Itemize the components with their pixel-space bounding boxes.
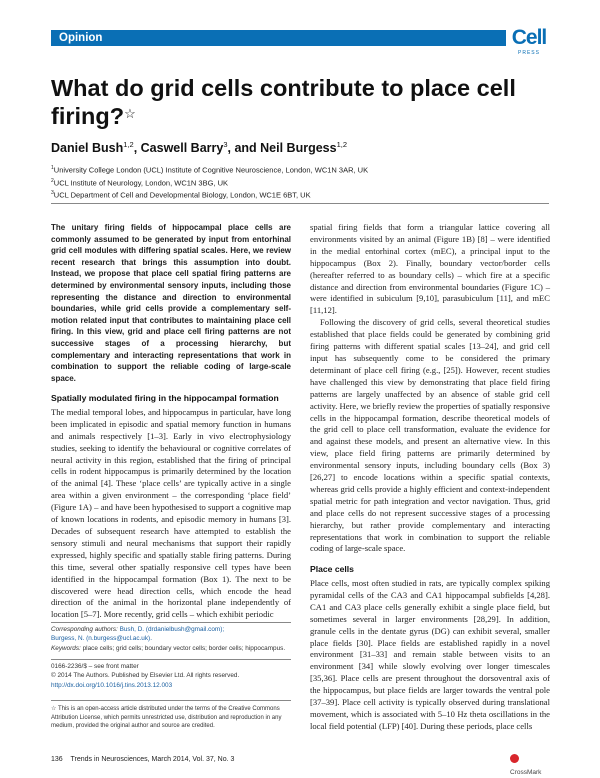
corresponding-authors [51, 625, 291, 634]
logo-main: Cell [511, 26, 547, 49]
affiliation-text: UCL Institute of Neurology, London, WC1N 3BG, UK [53, 178, 229, 187]
section-heading: Place cells [310, 564, 354, 575]
author-3: Neil Burgess [260, 141, 337, 156]
crossmark-label: CrossMark [510, 769, 542, 776]
author-list [51, 140, 347, 155]
affiliation-num: 2 [51, 177, 54, 184]
doi-link[interactable]: http://dx.doi.org/10.1016/j.tins.2013.12.003 [51, 681, 173, 689]
body-paragraph: Following the discovery of grid cells, several theoretical studies established that place fields could be generated by combining grid firing patterns with different spatial scales [13–24], and grid cell input has subsequently come to be considered the primary determinant of place cell firing (e.g., [25]). However, recent studies have challenged this view by demonstrating that place field firing patterns are largely unaffected by an absence of stable grid cell activity. Here, we briefly review the properties of spatially responsive cells in the hippocampal formation, describe theoretical models of the grid cell to place cell transformation, evaluate the evidence for and against these models, and present an alternative view. In this view, place field firing patterns are primarily determined by environmental sensory inputs, including boundary cells (Box 3) [26,27] to encode locations within a specific spatial contexts, whereas grid cells provide a highly efficient and context-independent spatial metric for path integration and vector navigation. Thus, grid and place cells do not represent successive stages of a processing hierarchy, but rather provide complementary and interacting representations that work in combination to support the reliable coding of large-scale space. [310, 317, 550, 554]
cell-press-logo [506, 26, 552, 60]
section-bar [51, 30, 549, 46]
footnote-divider [51, 700, 291, 701]
page-number: 136 [51, 756, 63, 763]
issn: 0166-2236/$ – see front matter [51, 663, 139, 670]
body-paragraph: spatial firing fields that form a triangular lattice covering all environments visited by an animal (Figure 1B) [8] – were identified in the medial entorhinal cortex (mEC), a principal input to the hippocampus (Box 2). Finally, boundary vector/border cells (hereafter referred to as boundary cells) – which fire at a specific distance and direction from environmental boundaries (Figure 1C) – were identified in subiculum [9,10], parasubiculum [11], and mEC [11,12]. [310, 222, 550, 316]
author-1-affil: 1,2 [123, 140, 134, 149]
corresponding-email-2[interactable]: Burgess, N. (n.burgess@ucl.ac.uk). [51, 635, 152, 643]
page-footer [51, 756, 234, 763]
publication-info [51, 662, 291, 690]
abstract: The unitary firing fields of hippocampal place cells are commonly assumed to be generated by input from entorhinal grid cell modules with differing spatial scales. Here, we review recent research that brings this assumption into doubt. Instead, we propose that place cell spatial firing patterns are determined by environmental sensory inputs, including those representing the distance and direction to environmental boundaries, while grid cells provide a complementary self-motion related input that contributes to maintaining place cell firing. In this view, grid and place cell firing patterns are not successive stages of a processing hierarchy, but complementary and interacting representations that work in combination to support the reliable coding of large-scale space. [51, 223, 291, 383]
title-text: What do grid cells contribute to place cell firing? [51, 75, 516, 129]
corresponding-email-1[interactable]: Bush, D. (drdanielbush@gmail.com); [119, 626, 225, 633]
header-divider [51, 203, 549, 204]
author-3-affil: 1,2 [336, 140, 348, 149]
affiliation-num: 1 [51, 165, 54, 171]
section-label: Opinion [59, 32, 103, 44]
affiliation-text: University College London (UCL) Institute of Cognitive Neuroscience, London, WC1N 3AR, UK [53, 165, 369, 175]
right-column [310, 222, 550, 733]
keywords-text: place cells; grid cells; boundary vector cells; border cells; hippocampus. [82, 644, 286, 652]
author-2-affil: 3 [223, 140, 228, 149]
crossmark-badge[interactable] [510, 752, 550, 776]
body-paragraph: Place cells, most often studied in rats, are typically complex spiking pyramidal cells of the CA3 and CA1 hippocampal subfields [4,28]. CA1 and CA3 place cells generally exhibit a single place field, but sometimes several in larger environments [28,29]. In addition, granule cells in the dentate gyrus (DG) can exhibit several, smaller place fields [30]. Place fields are established rapidly in a novel environment [31–33] and remain stable between visits to an environment [34] while slowly evolving over longer timescales [35,36]. Place cells are present throughout the dorsoventral axis of the hippocampus, but place fields are larger towards the ventral pole [37–39]. Place cell activity is typically observed during translational movement, which is associated with 5–10 Hz theta oscillations in the local field potential (LFP) [40]. During these periods, place cells [310, 577, 550, 731]
affiliation [51, 176, 368, 189]
affiliations [51, 163, 368, 201]
left-column [51, 222, 291, 621]
journal-citation: Trends in Neurosciences, March 2014, Vol. 37, No. 3 [70, 756, 235, 763]
author-sep: , and [227, 141, 261, 156]
open-access-note: ☆ This is an open-access article distributed under the terms of the Creative Commons Attribution License, which permits unrestricted use, distribution and reproduction in any medium, provided the original author and source are credited. [51, 706, 282, 730]
copyright: © 2014 The Authors. Published by Elsevier Ltd. All rights reserved. [51, 672, 240, 680]
footnote-divider [51, 659, 291, 660]
section-heading: Spatially modulated firing in the hippocampal formation [51, 393, 279, 404]
corresponding-label: Corresponding authors: [51, 626, 118, 633]
affiliation-text: UCL Department of Cell and Developmental Biology, London, WC1E 6BT, UK [53, 190, 311, 200]
title-star-icon: ☆ [124, 106, 136, 121]
keywords-label: Keywords: [51, 644, 81, 652]
crossmark-icon [510, 754, 519, 763]
article-title [51, 74, 551, 130]
logo-sub: PRESS [518, 50, 540, 56]
body-paragraph: The medial temporal lobes, and hippocampus in particular, have long been implicated in episodic and spatial memory function in humans and animals respectively [1–3]. Early in vivo electrophysiology studies, seeking to identify the behavioural or cognitive correlates of neural activity in this region, established that the firing of principal cells in rodent hippocampus is primarily determined by the location of the animal [4]. These ‘place cells’ are typically active in a single area within a given environment – the corresponding ‘place field’ (Figure 1A) – and have been hypothesised to support a cognitive map of known locations in rodents, and episodic memory in humans [3]. Decades of subsequent research have attempted to establish the sensory stimuli and neural mechanisms that support their rapidly expressed, highly specific and spatially stable firing patterns. During this time, several other spatially responsive cell types have been identified in the hippocampal formation (Box 1). The next to be discovered were head direction cells, which encode the head direction of the animal in the horizontal plane independently of location [5–7]. More recently, grid cells – which exhibit periodic [51, 406, 291, 620]
author-2: Caswell Barry [140, 141, 224, 156]
author-1: Daniel Bush [51, 141, 124, 156]
affiliation [51, 188, 368, 201]
affiliation [51, 163, 368, 176]
footnote-divider [51, 622, 291, 623]
author-sep: , [133, 141, 141, 156]
footnotes [51, 625, 291, 653]
keywords [51, 644, 291, 653]
affiliation-num: 3 [51, 190, 54, 196]
